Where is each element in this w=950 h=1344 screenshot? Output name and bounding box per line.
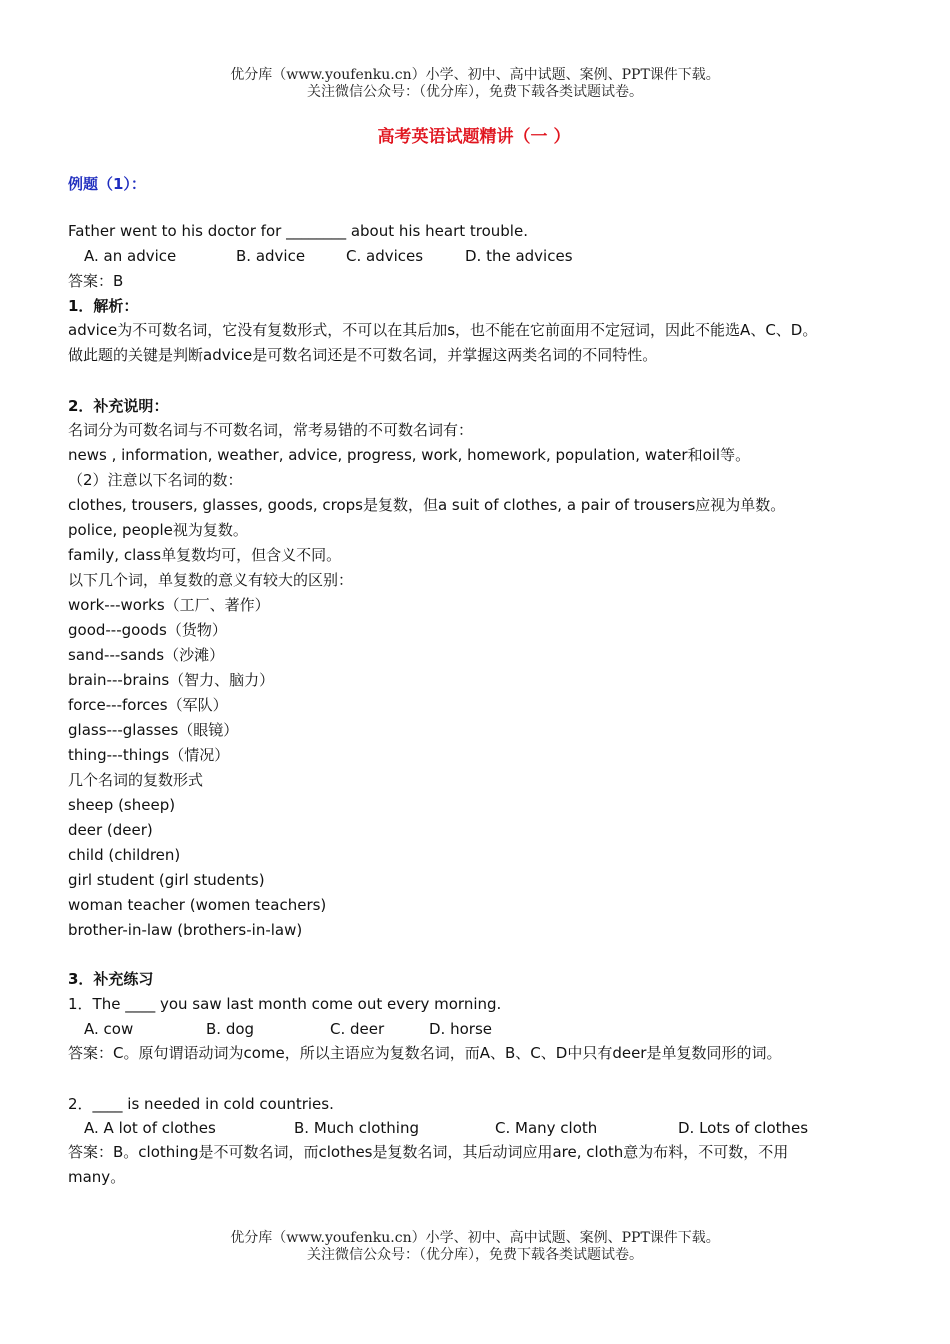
plural-form: sheep (sheep) xyxy=(68,796,176,814)
plural-form: child (children) xyxy=(68,846,181,864)
word-pair: glass---glasses（眼镜） xyxy=(68,721,239,739)
option-a: A. A lot of clothes xyxy=(84,1119,216,1137)
footer-line-1: 优分库（www.youfenku.cn）小学、初中、高中试题、案例、PPT课件下载。 xyxy=(230,1230,720,1246)
supplement-line: clothes, trousers, glasses, goods, crops是复数，但a suit of clothes, a pair of trousers应视为单数。 xyxy=(68,496,786,514)
supplement-line: 名词分为可数名词与不可数名词，常考易错的不可数名词有： xyxy=(68,421,474,439)
word-pair: force---forces（军队） xyxy=(68,696,228,714)
example-label: 例题（1）： xyxy=(68,175,146,193)
word-pair: brain---brains（智力、脑力） xyxy=(68,671,275,689)
supplement-line: family, class单复数均可，但含义不同。 xyxy=(68,546,342,564)
page-footer xyxy=(0,1230,950,1264)
option-a: A. an advice xyxy=(84,247,177,265)
document-title: 高考英语试题精讲（一 ） xyxy=(377,127,571,147)
option-d: D. Lots of clothes xyxy=(678,1119,809,1137)
practice-q2-answer-line-2: many。 xyxy=(68,1168,126,1186)
option-c: C. advices xyxy=(346,247,424,265)
plural-form: girl student (girl students) xyxy=(68,871,265,889)
option-b: B. advice xyxy=(236,247,306,265)
supplement-line: （2）注意以下名词的数： xyxy=(68,471,243,489)
option-c: C. deer xyxy=(330,1020,385,1038)
plural-form: deer (deer) xyxy=(68,821,153,839)
option-b: B. dog xyxy=(206,1020,255,1038)
practice-q2-stem: 2．____ is needed in cold countries. xyxy=(68,1095,334,1113)
option-b: B. Much clothing xyxy=(294,1119,419,1137)
supplement-heading: 2．补充说明： xyxy=(68,397,169,415)
practice-q1-answer: 答案：C。原句谓语动词为come，所以主语应为复数名词，而A、B、C、D中只有deer是单复数同形的词。 xyxy=(68,1044,782,1062)
plural-form: woman teacher (women teachers) xyxy=(68,896,327,914)
question-answer: 答案：B xyxy=(68,272,124,290)
header-line-1: 优分库（www.youfenku.cn）小学、初中、高中试题、案例、PPT课件下载。 xyxy=(230,67,720,83)
supplement-line: 以下几个词，单复数的意义有较大的区别： xyxy=(68,571,354,589)
page-header xyxy=(0,67,950,101)
option-d: D. horse xyxy=(429,1020,492,1038)
supplement-line: 几个名词的复数形式 xyxy=(68,771,204,789)
word-pair: work---works（工厂、著作） xyxy=(68,596,270,614)
header-line-2: 关注微信公众号：（优分库），免费下载各类试题试卷。 xyxy=(307,84,643,100)
practice-q2-answer-line-1: 答案：B。clothing是不可数名词，而clothes是复数名词，其后动词应用are, cloth意为布料，不可数，不用 xyxy=(68,1143,789,1161)
analysis-line-2: 做此题的关键是判断advice是可数名词还是不可数名词，并掌握这两类名词的不同特性。 xyxy=(68,346,658,364)
practice-heading: 3．补充练习 xyxy=(68,970,154,988)
word-pair: good---goods（货物） xyxy=(68,621,227,639)
analysis-line-1: advice为不可数名词，它没有复数形式，不可以在其后加s，也不能在它前面用不定冠词，因此不能选A、C、D。 xyxy=(68,321,818,339)
analysis-heading: 1．解析： xyxy=(68,297,139,315)
word-pair: sand---sands（沙滩） xyxy=(68,646,225,664)
option-d: D. the advices xyxy=(465,247,573,265)
option-c: C. Many cloth xyxy=(495,1119,598,1137)
supplement-line: police, people视为复数。 xyxy=(68,521,248,539)
footer-line-2: 关注微信公众号：（优分库），免费下载各类试题试卷。 xyxy=(307,1247,643,1263)
option-a: A. cow xyxy=(84,1020,134,1038)
supplement-line: news , information, weather, advice, progress, work, homework, population, water和oil等。 xyxy=(68,446,751,464)
question-stem: Father went to his doctor for ________ about his heart trouble. xyxy=(68,222,528,240)
word-pair: thing---things（情况） xyxy=(68,746,230,764)
plural-form: brother-in-law (brothers-in-law) xyxy=(68,921,303,939)
practice-q1-stem: 1．The ____ you saw last month come out every morning. xyxy=(68,995,502,1013)
